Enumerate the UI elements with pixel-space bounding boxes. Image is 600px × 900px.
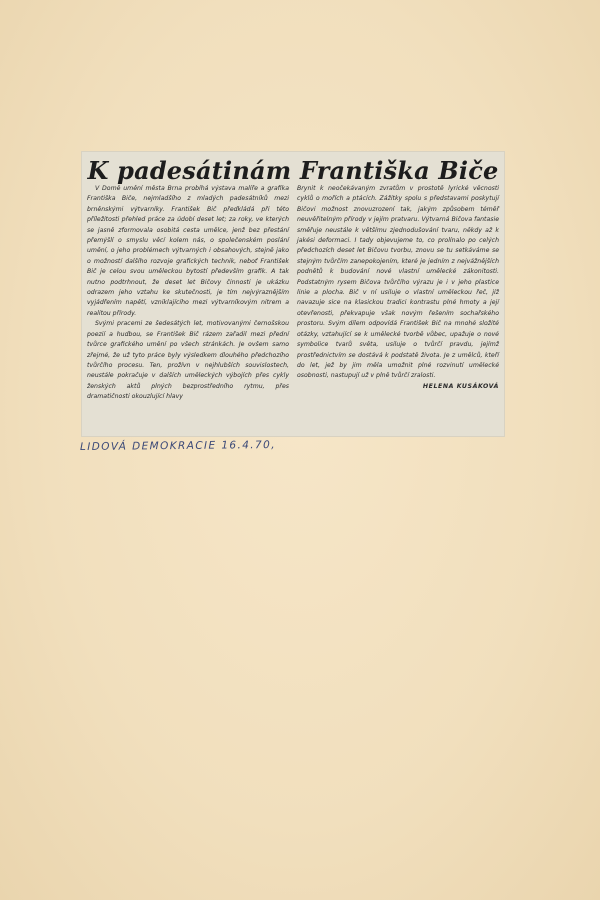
newspaper-clipping <box>82 152 504 436</box>
article-column-right <box>297 184 499 392</box>
article-author: HELENA KUSÁKOVÁ <box>422 382 499 390</box>
article-column-left <box>87 184 289 403</box>
article-paragraph: Brynit k neočekávaným zvratům v prostotě lyrické věcnosti cyklů o mořích a ptácích. Zážitky spolu s představami poskytují Bičovi možnost znovuzrození tak, jakým způsobem téměř neuvěřitelným přírody v jejím pratvaru. Výtvarná Bičova fantasie směřuje neustále k většímu zjednodušování tvaru, někdy až k jakési deformaci. I tady objevujeme to, co prolínalo po celých předchozích deset let Bičovu tvorbu, znovu se tu setkáváme se stejným tvůrčím zanepokojením, které je jedním z nejvážnějších podnětů k budování nové vlastní umělecké zákonitosti. Podstatným rysem Bičova tvůrčího výrazu je i v jeho plastice linie a plocha. Bič v ní usiluje o vlastní uměleckou řeč, jíž navazuje sice na klasickou tradici kontrastu plné hmoty a její otevřenosti, překvapuje však novým řešením sochařského prostoru. Svým dílem odpovídá František Bič na mnohé složité otázky, vztahující se k umělecké tvorbě vůbec, upažuje o nové symbolice tvarů světa, usiluje o tvůrčí pravdu, jejímž prostřednictvím se dostává k podstatě života. Je z umělců, kteří do let, jež by jim měla umožnit plné rozvinutí umělecké osobnosti, nastupují už v plně tvůrčí zralosti. <box>297 185 499 380</box>
article-headline: K padesátinám Františka Biče <box>87 156 499 185</box>
article-paragraph: Svými pracemi ze šedesátých let, motivovanými černošskou poezií a hudbou, se František Bič rázem zařadil mezi přední tvůrce grafického umění po všech stránkách. Je ovšem samo zřejmé, že už tyto práce byly výsledkem dlouhého předchozího tvůrčího procesu. Ten, prožívn v nejhlubších souvislostech, neustále pokračuje v dalších uměleckých výbojích přes cykly ženských aktů plných bezprostředního rytmu, přes dramatičnosti okouzlující hlavy <box>87 320 289 401</box>
handwritten-source-note: LIDOVÁ DEMOKRACIE 16.4.70, <box>79 438 276 454</box>
article-paragraph: V Domě umění města Brna probíhá výstava malíře a grafika Františka Biče, nejmladšího z mladých padesátníků mezi brněnskými výtvarníky. František Bič předkládá při této příležitosti přehled práce za údobí deset let; za roky, ve kterých se jasně zformovala osobitá cesta umělce, jenž bez přestání přemýšlí o smyslu věcí kolem nás, o společenském poslání umění, o jeho problémech výtvarných i obsahových, stejně jako o možností dalšího rozvoje grafických technik, neboť František Bič je celou svou uměleckou bytostí především grafik. A tak nutno podtrhnout, že deset let Bičovy činnosti je ukázku odrazem jeho vztahu ke skutečnosti, je tím nejvýraznějším vyjádřením napětí, vzniklajícího mezi výtvarníkovým nitrem a realitou přírody. <box>87 185 289 317</box>
